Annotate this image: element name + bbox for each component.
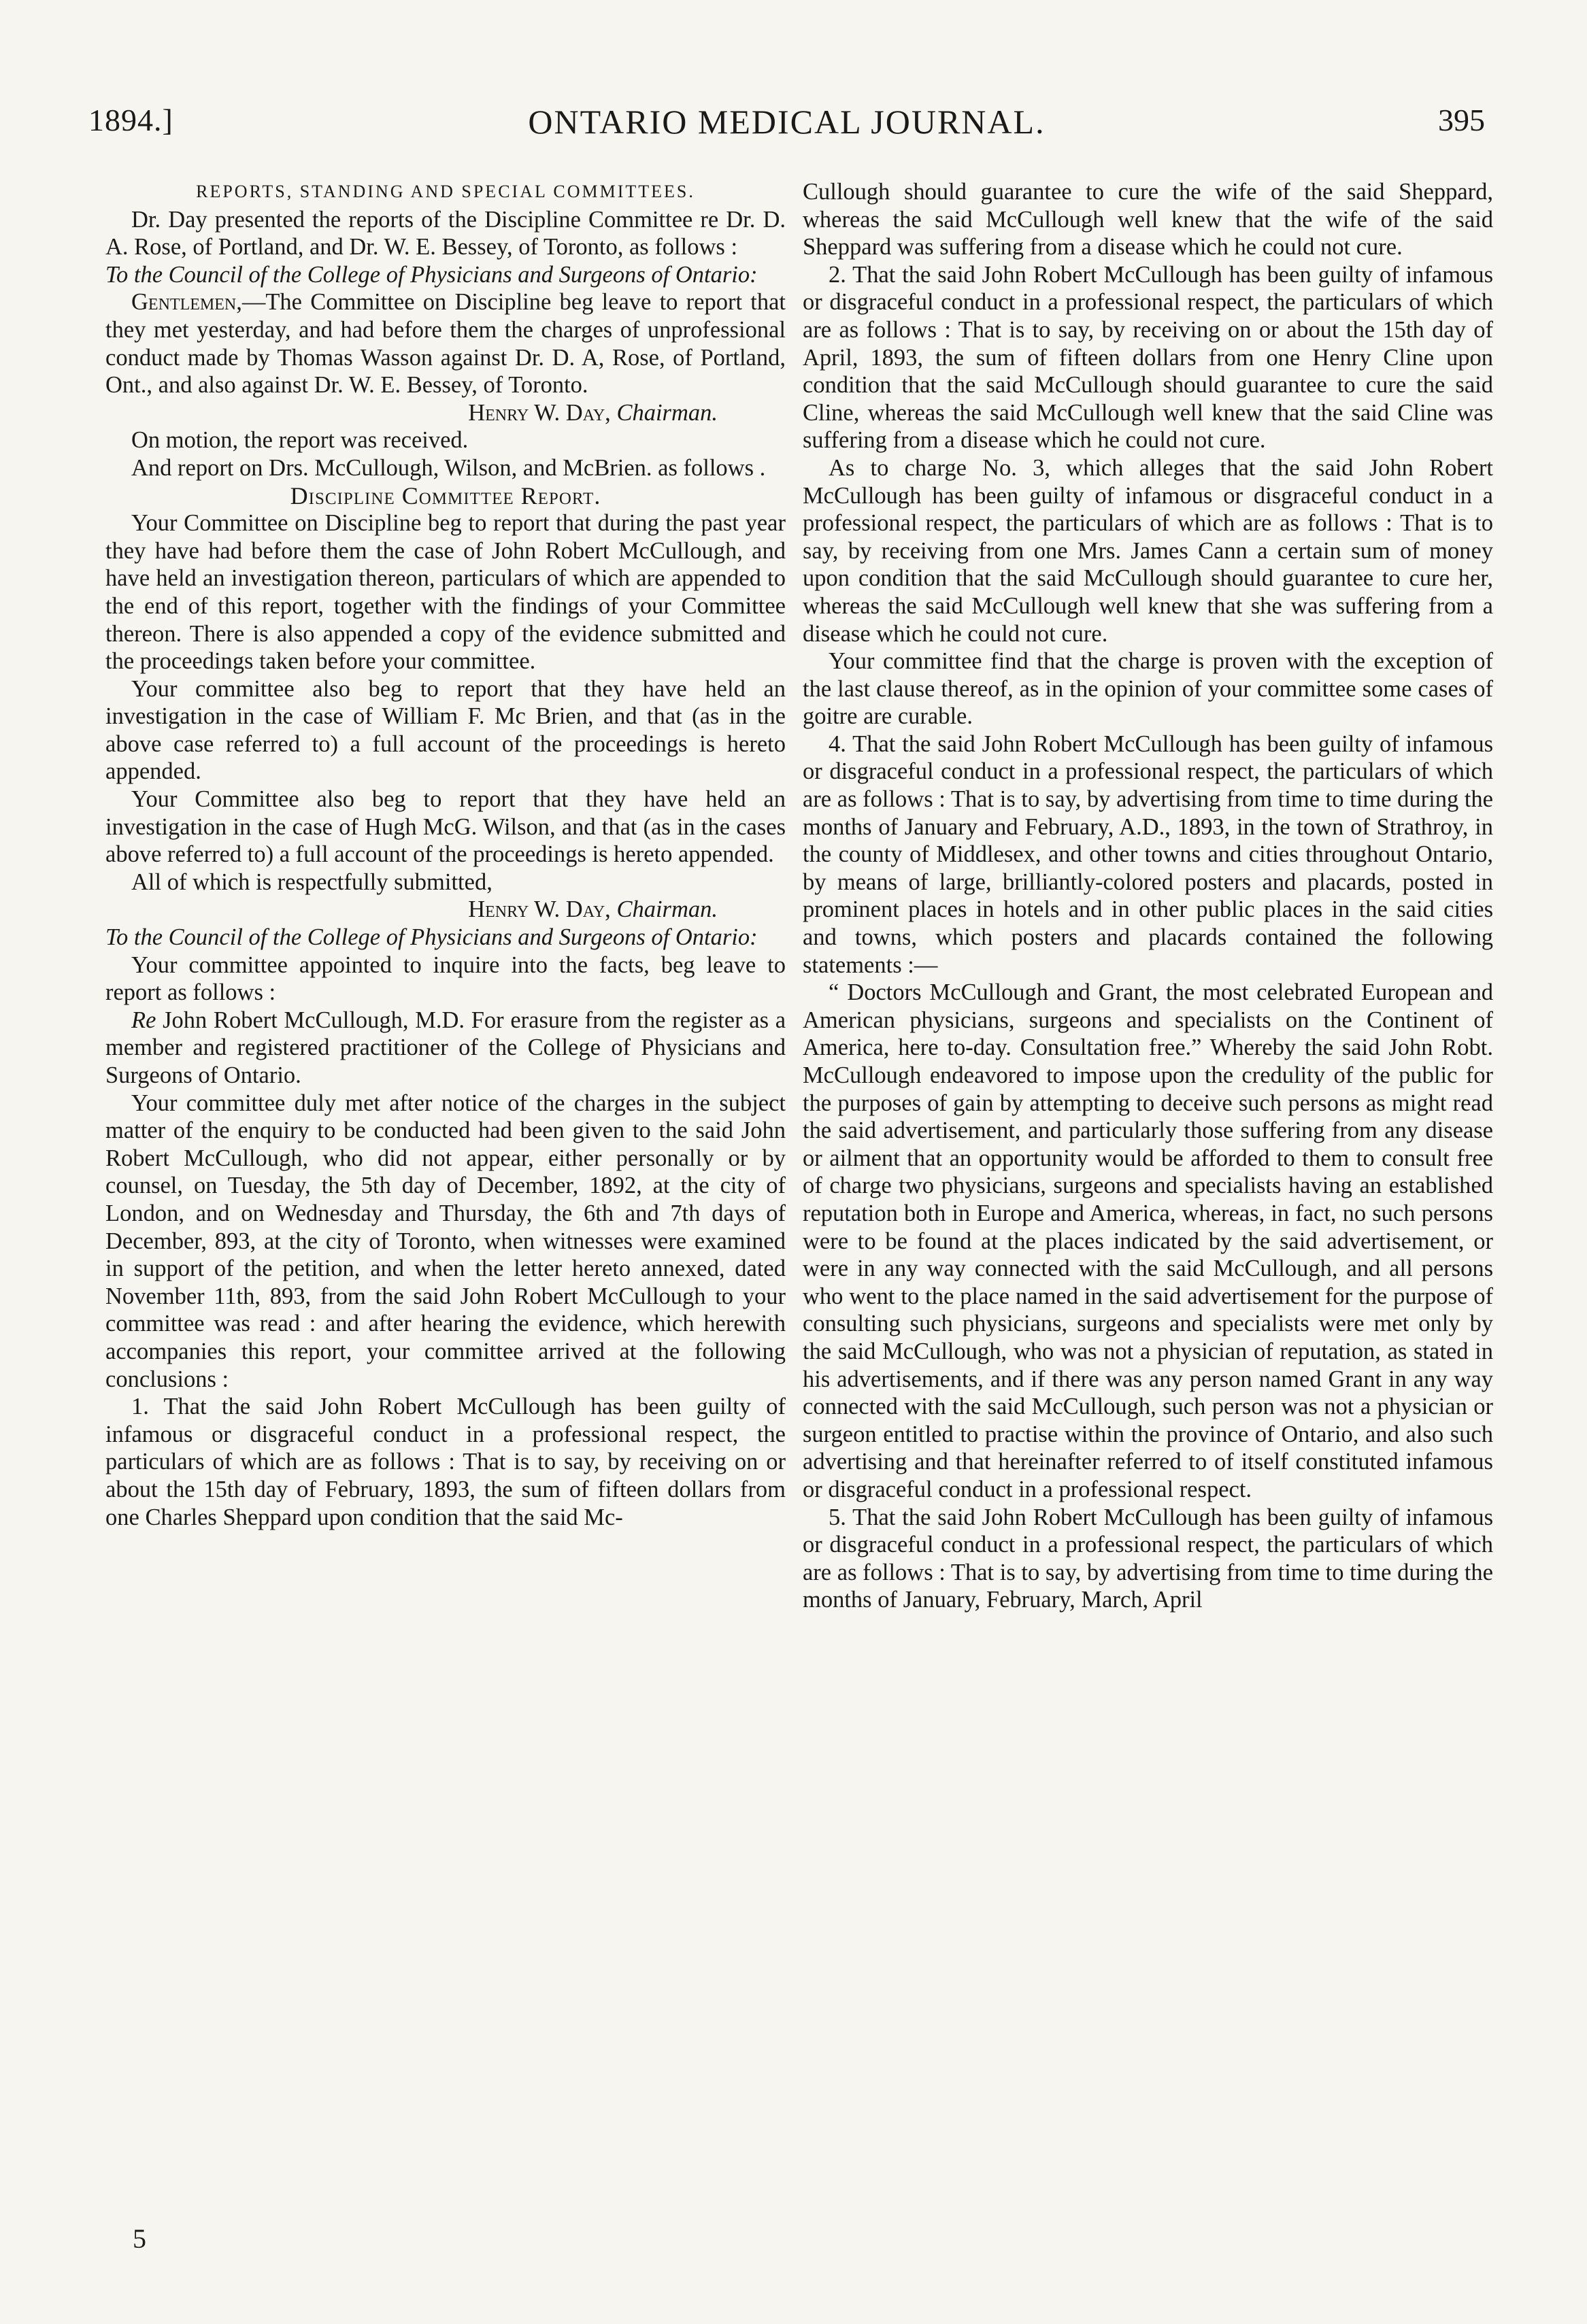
re-body: John Robert McCullough, M.D. For erasure from the register as a member and registered practitioner of the College of Physicians and Surgeons of Ontario. [105,1007,786,1088]
left-para-4: All of which is respectfully submitted, [131,869,492,895]
left-para-7: 1. That the said John Robert McCullough has been guilty of infamous or disgraceful conduct in a professional respect, the particulars of which are as follows : That is to say, by receiving on or about the 15th day of February, 1893, the sum of fifteen dollars from one Charles Sheppard upon condition that the said Mc- [105,1394,786,1530]
right-para-3: As to charge No. 3, which alleges that the said John Robert McCullough has been guilty of infamous or disgraceful conduct in a professional respect, the particulars of which are as follows : That is to say, by receiving from one Mrs. James Cann a certain sum of money upon condition that the said McCullough should guarantee to cure her, whereas the said McCullough well knew that she was suffering from a disease which he could not cure. [803,454,1493,647]
left-para-3: Your Committee also beg to report that they have held an investigation in the case of Hugh McG. Wilson, and that (as in the cases above referred to) a full account of the proceedings is hereto appended. [105,786,786,868]
discipline-heading: Discipline Committee Report. [290,482,601,509]
running-head [88,102,1485,150]
report-on-paragraph: And report on Drs. McCullough, Wilson, and McBrien. as follows . [131,454,766,481]
signature-2-name: Henry W. Day, [468,896,611,923]
left-para-6: Your committee duly met after notice of the charges in the subject matter of the enquiry to be conducted had been given to the said John Robert McCullough, who did not appear, either personally or by counsel, on Tuesday, the 5th day of December, 1892, at the city of London, and on Wednesday and Thursday, the 6th and 7th days of December, 893, at the city of Toronto, when witnesses were examined in support of the petition, and when the letter hereto annexed, dated November 11th, 893, from the said John Robert McCullough to your committee was read : and after hearing the evidence, which herewith accompanies this report, your committee arrived at the following conclusions : [105,1090,786,1392]
addressee-2: To the Council of the College of Physicians and Surgeons of Ontario: [105,924,758,951]
signature-1-name: Henry W. Day, [468,399,611,426]
left-column [105,178,786,1531]
right-para-2: 2. That the said John Robert McCullough has been guilty of infamous or disgraceful conduct in a professional respect, the particulars of which are as follows : That is to say, by receiving on or about the 15th day of April, 1893, the sum of fifteen dollars from one Henry Cline upon condition that the said McCullough should guarantee to cure the said Cline, whereas the said McCullough well knew that the said Cline was suffering from a disease which he could not cure. [803,261,1493,454]
gentlemen-lead: Gentlemen, [131,289,242,316]
right-para-1: Cullough should guarantee to cure the wife of the said Sheppard, whereas the said McCullough well knew that the wife of the said Sheppard was suffering from a disease which he could not cure. [803,179,1493,260]
header-year: 1894.] [88,103,173,137]
gentlemen-body: —The Committee on Discipline beg leave to report that they met yesterday, and had before them the charges of unprofessional conduct made by Thomas Wasson against Dr. D. A, Rose, of Portland, Ont., and also against Dr. W. E. Bessey, of Toronto. [105,289,786,399]
right-para-5: 4. That the said John Robert McCullough has been guilty of infamous or disgraceful conduct in a professional respect, the particulars of which are as follows : That is to say, by advertising from time to time during the months of January and February, A.D., 1893, in the town of Strathroy, in the county of Middlesex, and other towns and cities throughout Ontario, by means of large, brilliantly-colored posters and placards, posted in prominent places in hotels and in other public places in the said cities and towns, which posters and placards contained the following statements :— [803,730,1493,978]
signature-1 [105,399,786,427]
right-para-6: “ Doctors McCullough and Grant, the most celebrated European and American physicians, surgeons and specialists on the Continent of America, here to-day. Consultation free.” Whereby the said John Robt. McCullough endeavored to impose upon the credulity of the public for the purposes of gain by attempting to deceive such persons as might read the said advertisement, and particularly those suffering from any disease or ailment that an opportunity would be afforded to them to consult free of charge two physicians, surgeons and specialists having an established reputation both in Europe and America, whereas, in fact, no such persons were to be found at the places indicated by the said advertisement, or were in any way connected with the said McCullough, and all persons who went to the place named in the said advertisement for the purpose of consulting such physicians, surgeons and specialists were met only by the said McCullough, who was not a physician of reputation, as stated in his advertisements, and if there was any person named Grant in any way connected with the said McCullough, such person was not a physician or surgeon entitled to practise within the province of Ontario, and also such advertising and that hereinafter referred to of itself constituted infamous or disgraceful conduct in a professional respect. [803,979,1493,1502]
left-para-1: Your Committee on Discipline beg to report that during the past year they have had before them the case of John Robert McCullough, and have held an investigation thereon, particulars of which are appended to the end of this report, together with the findings of your Committee thereon. There is also appended a copy of the evidence submitted and the proceedings taken before your committee. [105,510,786,675]
signature-folio: 5 [133,2223,146,2254]
motion-paragraph: On motion, the report was received. [131,427,469,454]
intro-paragraph: Dr. Day presented the reports of the Discipline Committee re Dr. D. A. Rose, of Portland, and Dr. W. E. Bessey, of Toronto, as follows : [105,206,786,260]
signature-2 [105,896,786,924]
re-paragraph [105,1007,786,1090]
re-lead: Re [131,1007,156,1033]
left-para-2: Your committee also beg to report that they have held an investigation in the case of William F. Mc Brien, and that (as in the above case referred to) a full account of the proceedings is hereto appended. [105,675,786,785]
right-para-4: Your committee find that the charge is proven with the exception of the last clause thereof, as in the opinion of your committee some cases of goitre are curable. [803,648,1493,730]
left-para-5: Your committee appointed to inquire into the facts, beg leave to report as follows : [105,952,786,1006]
page-number: 395 [1438,103,1485,137]
journal-title: ONTARIO MEDICAL JOURNAL. [528,103,1046,141]
section-heading: REPORTS, STANDING AND SPECIAL COMMITTEES. [196,182,695,201]
addressee-1: To the Council of the College of Physicians and Surgeons of Ontario: [105,261,758,288]
signature-1-title: Chairman. [616,399,718,426]
right-column [803,178,1493,1614]
gentlemen-paragraph [105,288,786,399]
signature-2-title: Chairman. [616,896,718,923]
right-para-7: 5. That the said John Robert McCullough has been guilty of infamous or disgraceful conduct in a professional respect, the particulars of which are as follows : That is to say, by advertising from time to time during the months of January, February, March, April [803,1504,1493,1613]
